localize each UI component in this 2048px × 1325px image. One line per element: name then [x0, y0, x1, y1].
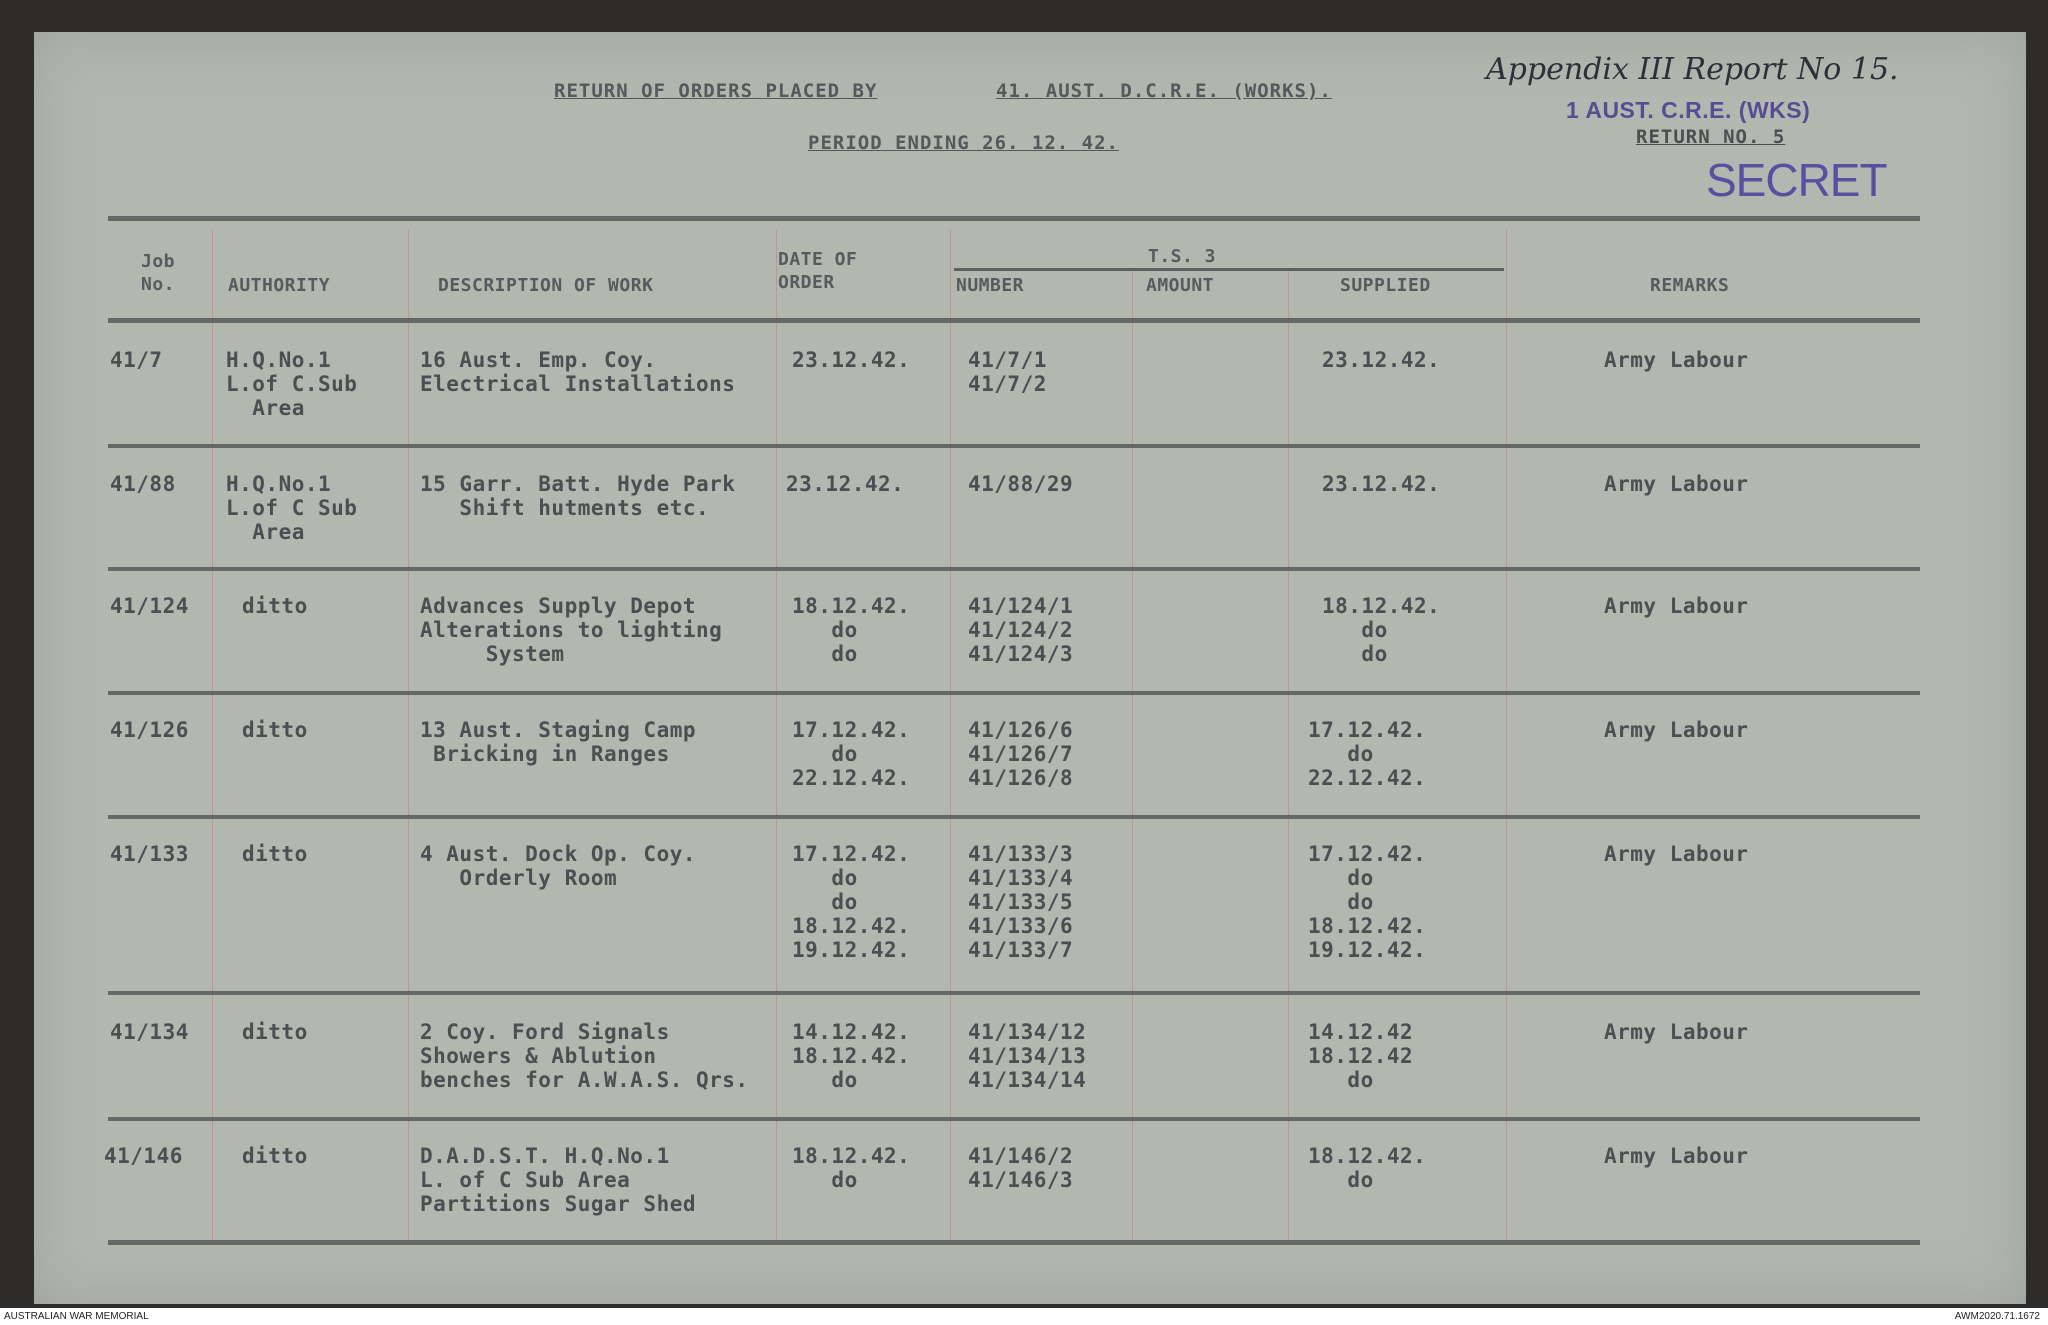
column-divider — [212, 230, 213, 1240]
table-rule-header — [108, 318, 1920, 323]
ts3-number: 41/124/1 41/124/2 41/124/3 — [968, 594, 1074, 666]
description: D.A.D.S.T. H.Q.No.1 L. of C Sub Area Partitions Sugar Shed — [420, 1144, 697, 1216]
remarks: Army Labour — [1604, 594, 1749, 618]
row-divider — [108, 815, 1920, 819]
remarks: Army Labour — [1604, 1144, 1749, 1168]
footer-institution: AUSTRALIAN WAR MEMORIAL — [4, 1311, 149, 1322]
header-ts3: T.S. 3 — [1148, 246, 1217, 267]
header-date-of-order: DATE OF ORDER — [778, 249, 858, 293]
date-of-order: 18.12.42. do do — [792, 594, 911, 666]
ts3-supplied: 18.12.42. do — [1308, 1144, 1427, 1192]
ts3-supplied: 18.12.42. do do — [1322, 594, 1441, 666]
column-divider — [1132, 270, 1133, 1240]
date-of-order: 23.12.42. — [786, 472, 905, 496]
job-no: 41/146 — [104, 1144, 183, 1168]
description: 4 Aust. Dock Op. Coy. Orderly Room — [420, 842, 697, 890]
table-rule-bottom — [108, 1240, 1920, 1245]
archive-footer — [0, 1308, 2048, 1325]
job-no: 41/124 — [110, 594, 189, 618]
title-unit: 41. AUST. D.C.R.E. (WORKS). — [996, 80, 1332, 102]
ts3-supplied: 23.12.42. — [1322, 348, 1441, 372]
date-of-order: 17.12.42. do 22.12.42. — [792, 718, 911, 790]
row-divider — [108, 691, 1920, 695]
authority: ditto — [242, 718, 308, 742]
ts3-supplied: 17.12.42. do 22.12.42. — [1308, 718, 1427, 790]
remarks: Army Labour — [1604, 472, 1749, 496]
footer-accession-number: AWM2020.71.1672 — [1954, 1311, 2040, 1322]
authority: ditto — [242, 842, 308, 866]
header-number: NUMBER — [956, 275, 1025, 296]
job-no: 41/134 — [110, 1020, 189, 1044]
description: 13 Aust. Staging Camp Bricking in Ranges — [420, 718, 697, 766]
header-authority: AUTHORITY — [228, 275, 331, 296]
document-page — [34, 32, 2026, 1304]
row-divider — [108, 1117, 1920, 1121]
remarks: Army Labour — [1604, 842, 1749, 866]
ts3-number: 41/7/1 41/7/2 — [968, 348, 1047, 396]
description: 2 Coy. Ford Signals Showers & Ablution benches for A.W.A.S. Qrs. — [420, 1020, 749, 1092]
row-divider — [108, 991, 1920, 995]
authority: ditto — [242, 594, 308, 618]
description: 15 Garr. Batt. Hyde Park Shift hutments etc. — [420, 472, 736, 520]
header-supplied: SUPPLIED — [1340, 275, 1431, 296]
date-of-order: 14.12.42. 18.12.42. do — [792, 1020, 911, 1092]
return-number: RETURN NO. 5 — [1636, 126, 1786, 148]
job-no: 41/133 — [110, 842, 189, 866]
title-prefix: RETURN OF ORDERS PLACED BY — [554, 80, 878, 102]
ts3-number: 41/88/29 — [968, 472, 1074, 496]
ts3-number: 41/126/6 41/126/7 41/126/8 — [968, 718, 1074, 790]
job-no: 41/7 — [110, 348, 163, 372]
authority: H.Q.No.1 L.of C Sub Area — [226, 472, 358, 544]
header-job-no: Job No. — [140, 251, 175, 295]
period-ending: PERIOD ENDING 26. 12. 42. — [808, 132, 1119, 154]
unit-stamp: 1 AUST. C.R.E. (WKS) — [1566, 97, 1811, 123]
handwritten-note: Appendix III Report No 15. — [1486, 52, 1899, 87]
header-description: DESCRIPTION OF WORK — [438, 275, 654, 296]
column-divider — [950, 230, 951, 1240]
job-no: 41/126 — [110, 718, 189, 742]
date-of-order: 23.12.42. — [792, 348, 911, 372]
header-remarks: REMARKS — [1650, 275, 1730, 296]
secret-stamp: SECRET — [1706, 154, 1887, 206]
ts3-group-rule — [954, 268, 1504, 271]
ts3-number: 41/146/2 41/146/3 — [968, 1144, 1074, 1192]
ts3-number: 41/134/12 41/134/13 41/134/14 — [968, 1020, 1087, 1092]
column-divider — [1288, 270, 1289, 1240]
ts3-supplied: 23.12.42. — [1322, 472, 1441, 496]
column-divider — [408, 230, 409, 1240]
authority: ditto — [242, 1020, 308, 1044]
date-of-order: 18.12.42. do — [792, 1144, 911, 1192]
header-amount: AMOUNT — [1146, 275, 1215, 296]
authority: ditto — [242, 1144, 308, 1168]
authority: H.Q.No.1 L.of C.Sub Area — [226, 348, 358, 420]
remarks: Army Labour — [1604, 718, 1749, 742]
ts3-number: 41/133/3 41/133/4 41/133/5 41/133/6 41/133/7 — [968, 842, 1074, 962]
date-of-order: 17.12.42. do do 18.12.42. 19.12.42. — [792, 842, 911, 962]
job-no: 41/88 — [110, 472, 176, 496]
remarks: Army Labour — [1604, 348, 1749, 372]
column-divider — [776, 230, 777, 1240]
row-divider — [108, 444, 1920, 448]
column-divider — [1506, 230, 1507, 1240]
table-rule-top — [108, 216, 1920, 221]
ts3-supplied: 14.12.42 18.12.42 do — [1308, 1020, 1414, 1092]
description: 16 Aust. Emp. Coy. Electrical Installations — [420, 348, 736, 396]
ts3-supplied: 17.12.42. do do 18.12.42. 19.12.42. — [1308, 842, 1427, 962]
row-divider — [108, 567, 1920, 571]
remarks: Army Labour — [1604, 1020, 1749, 1044]
description: Advances Supply Depot Alterations to lighting System — [420, 594, 723, 666]
